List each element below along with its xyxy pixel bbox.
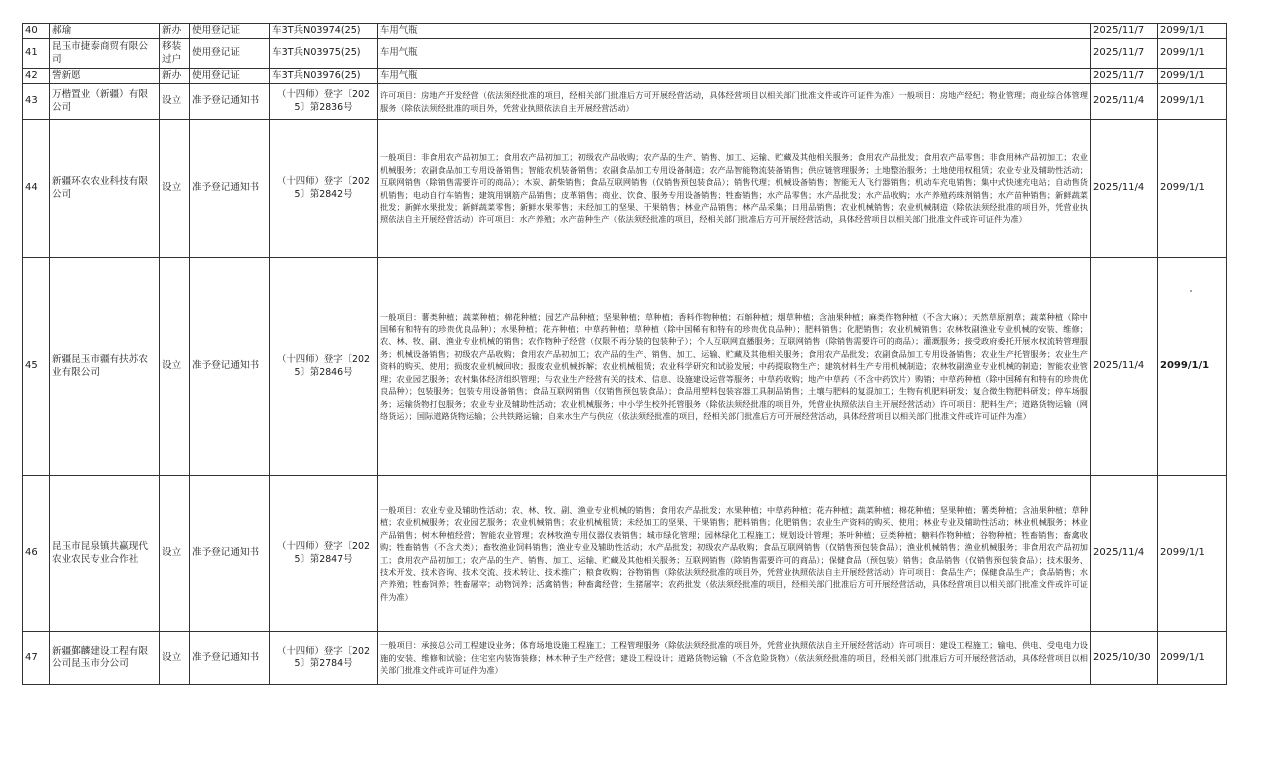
document-number: 车3T兵N03976(25)	[270, 69, 378, 84]
issue-date: 2025/11/4	[1091, 84, 1158, 120]
expiry-date: 2099/1/1	[1158, 84, 1227, 120]
expiry-date: 2099/1/1	[1158, 120, 1227, 258]
business-scope: 许可项目：房地产开发经营（依法须经批准的项目，经相关部门批准后方可开展经营活动，具体经营项目以相关部门批准文件或许可证件为准）一般项目：房地产经纪；物业管理；商业综合体管理服务（除依法须经批准的项目外，凭营业执照依法自主开展经营活动）	[378, 84, 1091, 120]
expiry-date: 2099/1/1	[1158, 24, 1227, 39]
document-type: 使用登记证	[190, 39, 270, 69]
expiry-date: 2099/1/1	[1158, 258, 1227, 476]
expiry-date: 2099/1/1	[1158, 476, 1227, 632]
document-number: 车3T兵N03974(25)	[270, 24, 378, 39]
entity-name: 新疆鄞麟建设工程有限公司昆玉市分公司	[50, 632, 160, 685]
document-number: （十四师）登字〔2025〕第2846号	[270, 258, 378, 476]
document-type: 使用登记证	[190, 24, 270, 39]
table-row	[23, 632, 1227, 685]
registration-type: 设立	[160, 120, 190, 258]
issue-date: 2025/11/7	[1091, 39, 1158, 69]
expiry-date: 2099/1/1	[1158, 632, 1227, 685]
entity-name: 新疆昆玉市疆有扶苏农业有限公司	[50, 258, 160, 476]
document-number: （十四师）登字〔2025〕第2842号	[270, 120, 378, 258]
business-scope: 一般项目：农业专业及辅助性活动；农、林、牧、副、渔业专业机械的销售；食用农产品批发；水果种植；中草药种植；花卉种植；蔬菜种植；棉花种植；坚果种植；薯类种植；含油果种植；草种植；农业机械服务；农业园艺服务；农业机械销售；农业机械租赁；未经加工的坚果、干果销售；肥料销售；化肥销售；农业生产资料的购买、使用；林业专业及辅助性活动；林业机械服务；林业产品销售；树木种植经营；智能农业管理；农林牧渔专用仪器仪表销售；城市绿化管理；园林绿化工程施工；规划设计管理；茶叶种植；豆类种植；糖料作物种植；谷物种植；牲畜销售；畜禽收购；牲畜销售（不含犬类）；畜牧渔业饲料销售；渔业专业及辅助性活动；水产品批发；初级农产品收购；食品互联网销售（仅销售预包装食品）；渔业机械销售；渔业机械服务；非食用农产品初加工；食用农产品初加工；农产品的生产、销售、加工、运输、贮藏及其他相关服务；互联网销售（除销售需要许可的商品）；保健食品（预包装）销售；食品销售（仅销售预包装食品）；技术服务、技术开发、技术咨询、技术交流、技术转让、技术推广；粮食收购；谷物销售（除依法须经批准的项目外，凭营业执照依法自主开展经营活动）许可项目：食品生产；保健食品生产；食品销售；水产养殖；牲畜饲养；牲畜屠宰；动物饲养；活禽销售；种畜禽经营；生猪屠宰；农药批发（依法须经批准的项目，经相关部门批准后方可开展经营活动，具体经营项目以相关部门批准文件或许可证件为准）	[378, 476, 1091, 632]
document-number: （十四师）登字〔2025〕第2784号	[270, 632, 378, 685]
issue-date: 2025/11/7	[1091, 69, 1158, 84]
scan-speck	[1190, 290, 1192, 292]
table-row	[23, 476, 1227, 632]
registration-type: 新办	[160, 69, 190, 84]
row-number: 45	[23, 258, 50, 476]
expiry-date: 2099/1/1	[1158, 39, 1227, 69]
registration-type: 设立	[160, 632, 190, 685]
entity-name: 昆玉市昆泉镇共赢现代农业农民专业合作社	[50, 476, 160, 632]
issue-date: 2025/11/4	[1091, 258, 1158, 476]
business-scope: 车用气瓶	[378, 69, 1091, 84]
registration-table	[22, 23, 1227, 685]
business-scope: 车用气瓶	[378, 24, 1091, 39]
registration-type: 设立	[160, 84, 190, 120]
registration-type: 新办	[160, 24, 190, 39]
issue-date: 2025/10/30	[1091, 632, 1158, 685]
document-type: 准予登记通知书	[190, 632, 270, 685]
document-number: （十四师）登字〔2025〕第2847号	[270, 476, 378, 632]
table-row	[23, 258, 1227, 476]
table-row	[23, 24, 1227, 39]
registration-type: 设立	[160, 258, 190, 476]
business-scope: 一般项目：薯类种植；蔬菜种植；棉花种植；园艺产品种植；坚果种植；草种植；香料作物种植；石斛种植；烟草种植；含油果种植；麻类作物种植（不含大麻）；天然草原割草；蔬菜种植（除中国稀有和特有的珍贵优良品种）；水果种植；花卉种植；中草药种植；草种植（除中国稀有和特有的珍贵优良品种）；肥料销售；化肥销售；农业机械销售；农林牧副渔业专业机械的安装、维修；农、林、牧、副、渔业专业机械的销售；农作物种子经营（仅限不再分装的包装种子）；个人互联网直播服务；互联网销售（除销售需要许可的商品）；灌溉服务；接受政府委托开展水权流转管理服务；机械设备销售；初级农产品收购；食用农产品初加工；农产品的生产、销售、加工、运输、贮藏及其他相关服务；食用农产品批发；农副食品加工专用设备销售；农业生产托管服务；农业生产资料的购买、使用；损废农业机械回收；报废农业机械拆解；农业机械租赁；农业科学研究和试验发展；中药提取物生产；建筑材料生产专用机械制造；农林牧副渔业专业机械的制造；智能农业管理；农业园艺服务；农村集体经济组织管理；与农业生产经营有关的技术、信息、设施建设运营等服务；中草药收购；地产中草药（不含中药饮片）购销；中草药种植（除中国稀有和特有的珍贵优良品种）；包装服务；包装专用设备销售；食品互联网销售（仅销售预包装食品）；食品用塑料包装容器工具制品销售；土壤与肥料的复混加工；生物有机肥料研发；复合微生物肥料研发；停车场服务；运输货物打包服务；农业专业及辅助性活动；农业机械服务；中小学生校外托管服务（除依法须经批准的项目外，凭营业执照依法自主开展经营活动）许可项目：肥料生产；道路货物运输（网络货运）；国际道路货物运输；公共铁路运输；自来水生产与供应（依法须经批准的项目，经相关部门批准后方可开展经营活动，具体经营项目以相关部门批准文件或许可证件为准）	[378, 258, 1091, 476]
row-number: 41	[23, 39, 50, 69]
business-scope: 一般项目：承接总公司工程建设业务；体育场地设施工程施工；工程管理服务（除依法须经批准的项目外，凭营业执照依法自主开展经营活动）许可项目：建设工程施工；输电、供电、受电电力设施的安装、维修和试验；住宅室内装饰装修；林木种子生产经营；建设工程设计；道路货物运输（不含危险货物）（依法须经批准的项目，经相关部门批准后方可开展经营活动，具体经营项目以相关部门批准文件或许可证件为准）	[378, 632, 1091, 685]
document-type: 准予登记通知书	[190, 84, 270, 120]
issue-date: 2025/11/7	[1091, 24, 1158, 39]
document-number: （十四师）登字〔2025〕第2836号	[270, 84, 378, 120]
row-number: 46	[23, 476, 50, 632]
business-scope: 车用气瓶	[378, 39, 1091, 69]
row-number: 47	[23, 632, 50, 685]
table-row	[23, 39, 1227, 69]
business-scope: 一般项目：非食用农产品初加工；食用农产品初加工；初级农产品收购；农产品的生产、销售、加工、运输、贮藏及其他相关服务；食用农产品批发；食用农产品零售；非食用林产品初加工；农业机械服务；农副食品加工专用设备销售；智能农机装备销售；农副食品加工专用设备制造；农产品智能物流装备销售；供应链管理服务；土地整治服务；土地使用权租赁；农业专业及辅助性活动；互联网销售（除销售需要许可的商品）；木炭、薪柴销售；食品互联网销售（仅销售预包装食品）；销售代理；机械设备销售；智能无人飞行器销售；机动车充电销售；集中式快速充电站；自动售货机销售；电动自行车销售；建筑用钢筋产品销售；皮革销售；商业、饮食、服务专用设备销售；牲畜销售；水产品零售；水产品批发；水产品收购；水产养殖药珠剂销售；水产苗种销售；新鲜蔬菜批发；新鲜水果批发；新鲜蔬菜零售；新鲜水果零售；未经加工的坚果、干果销售；林业产品销售；林产品采集；日用品销售；农业机械销售；农业机械制造（除依法须经批准的项目外，凭营业执照依法自主开展经营活动）许可项目：水产养殖；水产苗种生产（依法须经批准的项目，经相关部门批准后方可开展经营活动，具体经营项目以相关部门批准文件或许可证件为准）	[378, 120, 1091, 258]
issue-date: 2025/11/4	[1091, 120, 1158, 258]
entity-name: 昆玉市捷泰商贸有限公司	[50, 39, 160, 69]
document-type: 准予登记通知书	[190, 476, 270, 632]
registration-type: 移装过户	[160, 39, 190, 69]
document-number: 车3T兵N03975(25)	[270, 39, 378, 69]
document-type: 使用登记证	[190, 69, 270, 84]
expiry-date: 2099/1/1	[1158, 69, 1227, 84]
table-row	[23, 120, 1227, 258]
issue-date: 2025/11/4	[1091, 476, 1158, 632]
document-type: 准予登记通知书	[190, 120, 270, 258]
document-type: 准予登记通知书	[190, 258, 270, 476]
entity-name: 新疆环农农业科技有限公司	[50, 120, 160, 258]
row-number: 44	[23, 120, 50, 258]
row-number: 43	[23, 84, 50, 120]
row-number: 42	[23, 69, 50, 84]
table-row	[23, 84, 1227, 120]
entity-name: 万楷置业（新疆）有限公司	[50, 84, 160, 120]
entity-name: 訾新愿	[50, 69, 160, 84]
entity-name: 郝瑜	[50, 24, 160, 39]
table-row	[23, 69, 1227, 84]
row-number: 40	[23, 24, 50, 39]
registration-type: 设立	[160, 476, 190, 632]
